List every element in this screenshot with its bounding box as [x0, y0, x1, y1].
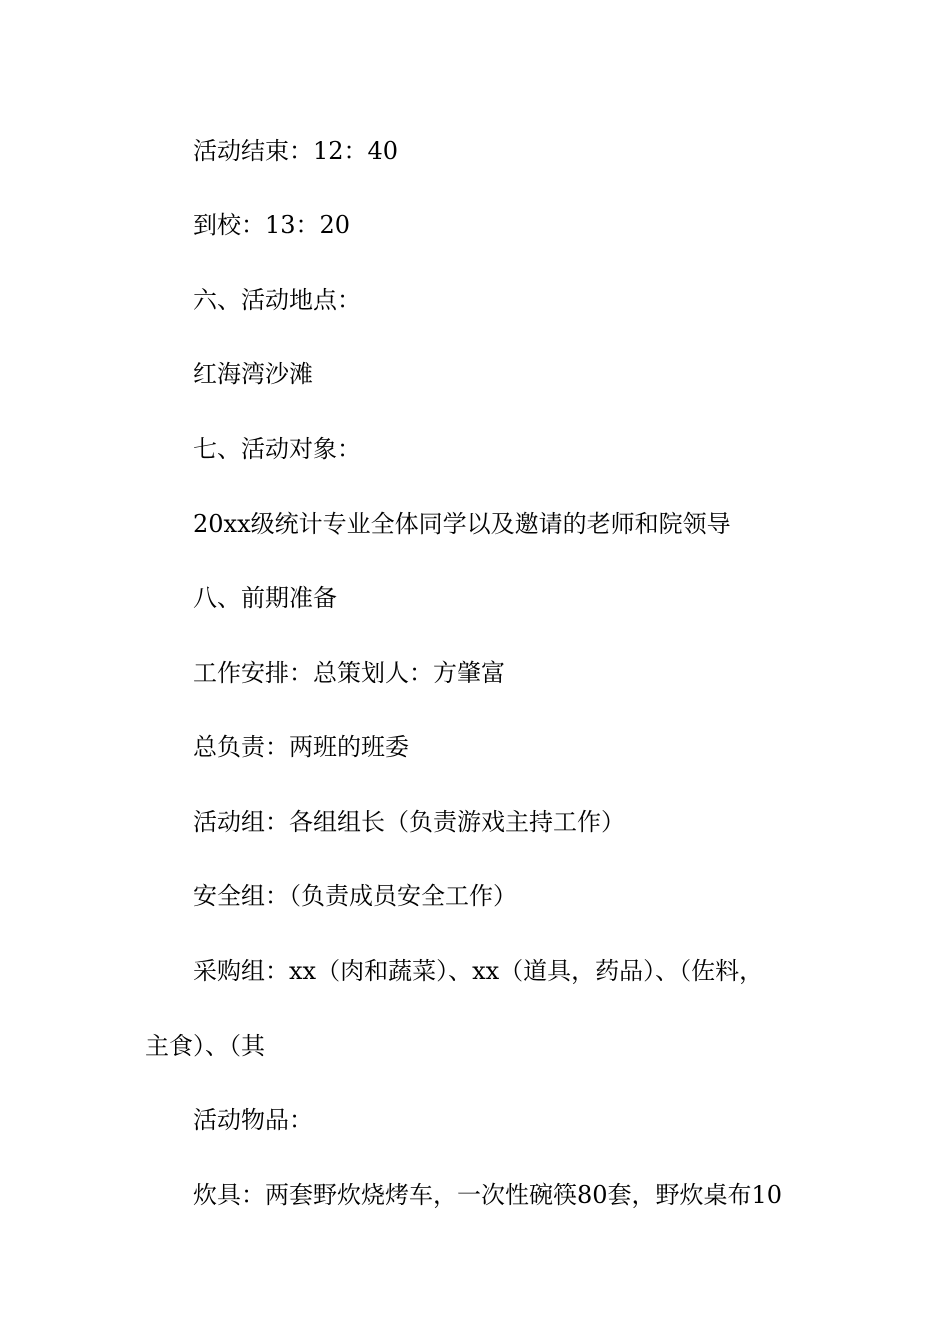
text-line-activity-group: 活动组：各组组长（负责游戏主持工作） [193, 808, 625, 836]
text-line-purchasing-group-continued: 主食）、（其 [145, 1032, 265, 1060]
section-heading-preparation: 八、前期准备 [193, 584, 337, 612]
text-line-location: 红海湾沙滩 [193, 360, 313, 388]
text-line-cookware: 炊具：两套野炊烧烤车，一次性碗筷80套，野炊桌布10 [193, 1181, 783, 1209]
text-line-general-responsible: 总负责：两班的班委 [193, 733, 409, 761]
section-heading-participants: 七、活动对象： [193, 435, 361, 463]
text-line-participants: 20xx级统计专业全体同学以及邀请的老师和院领导 [193, 510, 731, 538]
text-line-arrive-school: 到校：13：20 [193, 211, 351, 239]
section-heading-location: 六、活动地点： [193, 286, 361, 314]
text-line-purchasing-group: 采购组：xx（肉和蔬菜）、xx（道具，药品）、（佐料， [193, 957, 764, 985]
text-line-work-arrangement: 工作安排：总策划人：方肇富 [193, 659, 505, 687]
text-line-safety-group: 安全组：（负责成员安全工作） [193, 882, 517, 910]
text-line-activity-end: 活动结束：12：40 [193, 137, 399, 165]
text-line-activity-items: 活动物品： [193, 1106, 313, 1134]
